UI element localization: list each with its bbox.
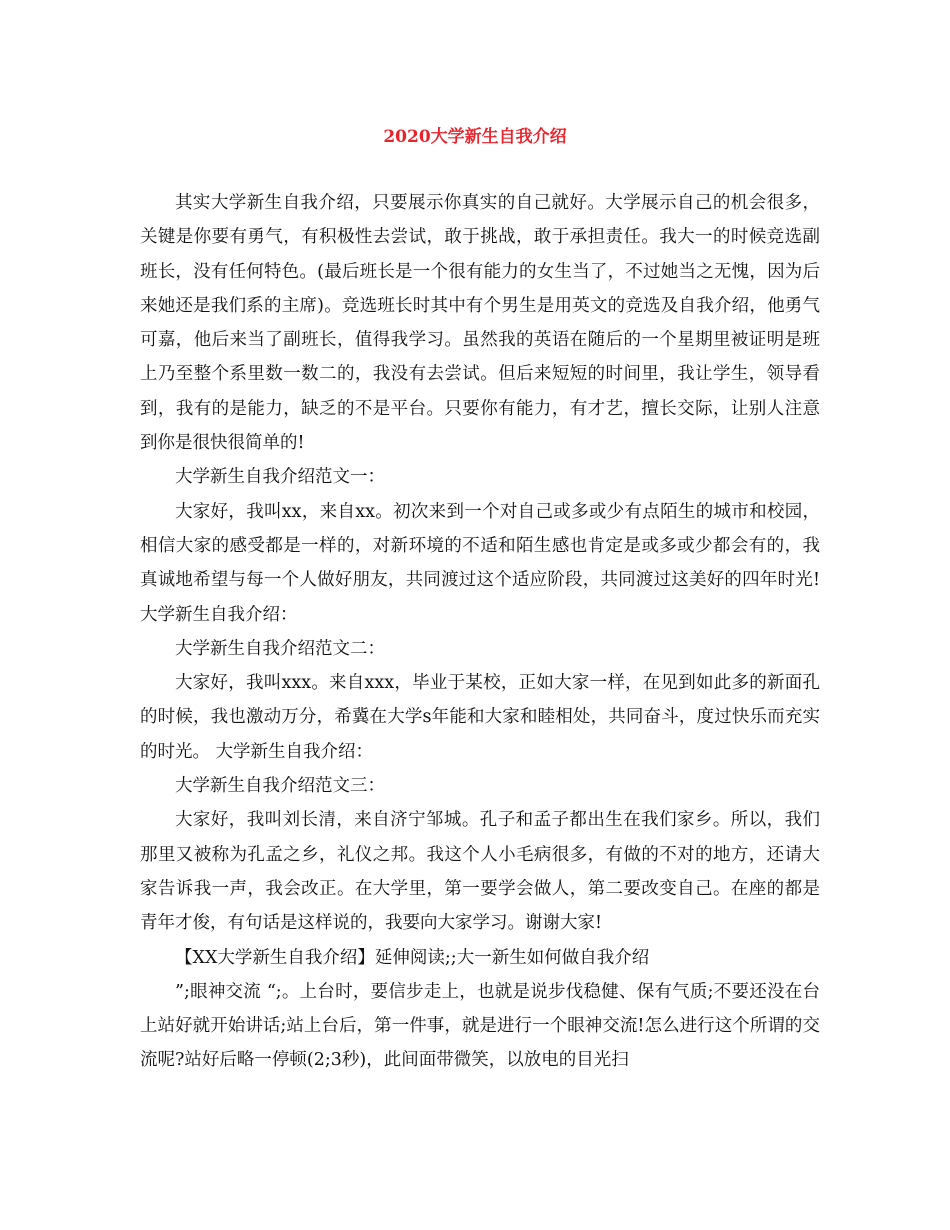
paragraph-eye-contact: ”;眼神交流 “;。上台时，要信步走上，也就是说步伐稳健、保有气质;不要还没在台上站好就开始讲话;站上台后，第一件事，就是进行一个眼神交流!怎么进行这个所谓的交流呢?站好后略一停顿(2;3秒)，此间面带微笑，以放电的目光扫 — [140, 981, 820, 1071]
paragraph-sample-3: 大家好，我叫刘长清，来自济宁邹城。孔子和孟子都出生在我们家乡。所以，我们那里又被称为孔孟之乡，礼仪之邦。我这个人小毛病很多，有做的不对的地方，还请大家告诉我一声，我会改正。在大学里，第一要学会做人，第二要改变自己。在座的都是青年才俊，有句话是这样说的，我要向大家学习。谢谢大家! — [140, 810, 820, 934]
paragraph-extended-reading: 【XX大学新生自我介绍】延伸阅读;;大一新生如何做自我介绍 — [175, 947, 650, 968]
paragraph-heading-sample-3: 大学新生自我介绍范文三： — [175, 776, 385, 797]
paragraph-sample-2: 大家好，我叫xxx。来自xxx，毕业于某校，正如大家一样，在见到如此多的新面孔的时候，我也激动万分，希冀在大学s年能和大家和睦相处，共同奋斗，度过快乐而充实的时光。 大学新生自我介绍： — [140, 673, 820, 762]
paragraph-intro: 其实大学新生自我介绍，只要展示你真实的自己就好。大学展示自己的机会很多，关键是你要有勇气，有积极性去尝试，敢于挑战，敢于承担责任。我大一的时候竞选副班长，没有任何特色。(最后班长是一个很有能力的女生当了，不过她当之无愧，因为后来她还是我们系的主席)。竞选班长时其中有个男生是用英文的竞选及自我介绍，他勇气可嘉，他后来当了副班长，值得我学习。虽然我的英语在随后的一个星期里被证明是班上乃至整个系里数一数二的，我没有去尝试。但后来短短的时间里，我让学生，领导看到，我有的是能力，缺乏的不是平台。只要你有能力，有才艺，擅长交际，让别人注意到你是很快很简单的! — [140, 193, 820, 454]
paragraph-heading-sample-1: 大学新生自我介绍范文一： — [175, 467, 385, 488]
document-title: 2020大学新生自我介绍 — [383, 127, 567, 147]
paragraph-heading-sample-2: 大学新生自我介绍范文二： — [175, 638, 385, 659]
document-body — [140, 186, 820, 1078]
paragraph-sample-1: 大家好，我叫xx，来自xx。初次来到一个对自己或多或少有点陌生的城市和校园，相信大家的感受都是一样的，对新环境的不适和陌生感也肯定是或多或少都会有的，我真诚地希望与每一个人做好朋友，共同渡过这个适应阶段，共同渡过这美好的四年时光! 大学新生自我介绍： — [140, 501, 820, 625]
